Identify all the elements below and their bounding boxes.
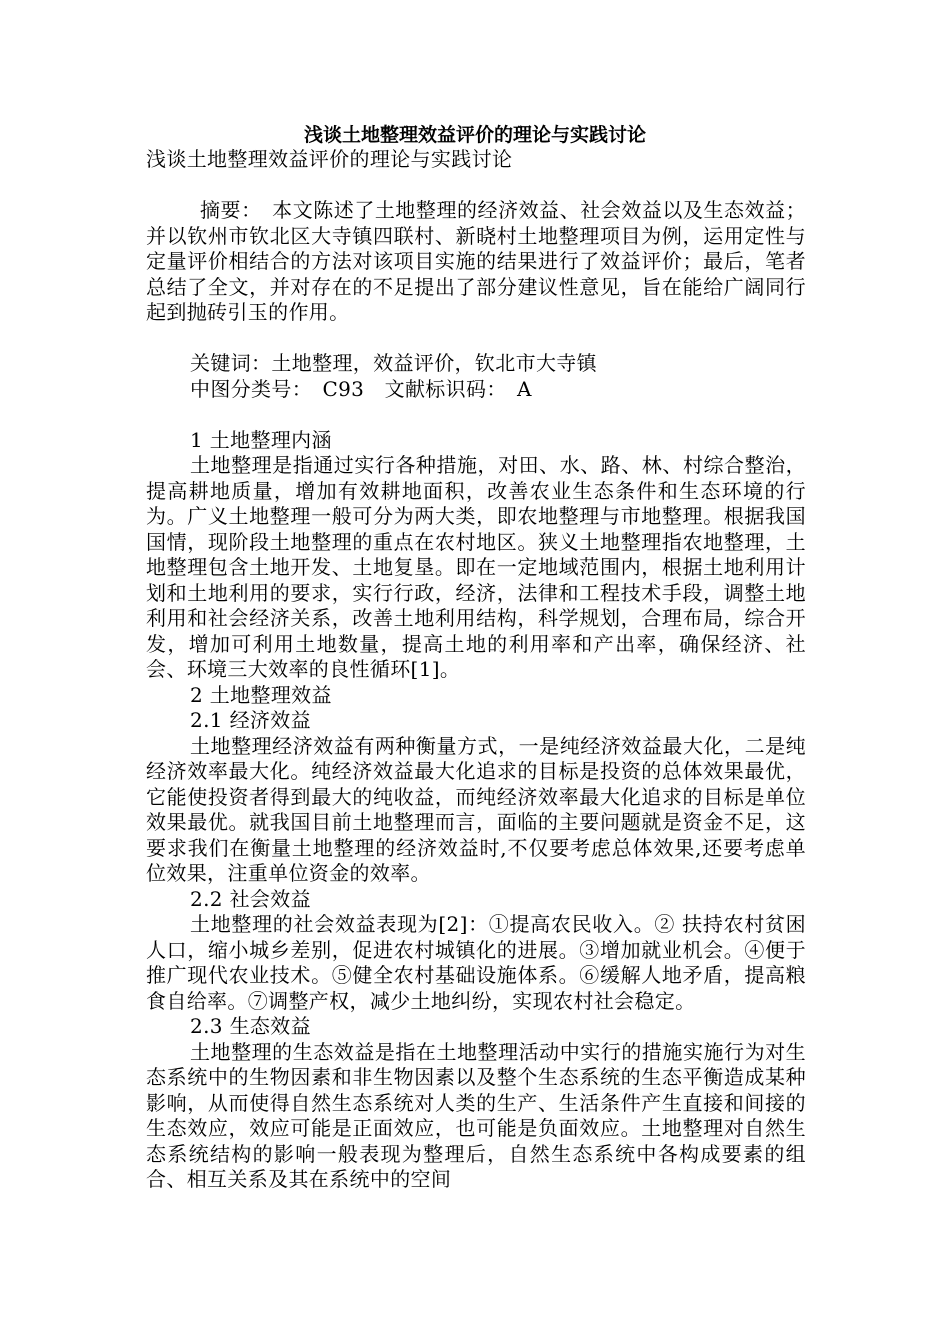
spacer (146, 326, 806, 352)
document-subtitle: 浅谈土地整理效益评价的理论与实践讨论 (146, 147, 513, 171)
section-1-heading: 1 土地整理内涵 (190, 427, 332, 452)
section-2-2-paragraph: 土地整理的社会效益表现为[2]：①提高农民收入。② 扶持农村贫困人口，缩小城乡差别，促进农村城镇化的进展。③增加就业机会。④便于推广现代农业技术。⑤健全农村基础设施体系。⑥缓解人地矛盾，提高粮食自给率。⑦调整产权，减少土地纠纷，实现农村社会稳定。 (146, 912, 806, 1013)
document-title: 浅谈土地整理效益评价的理论与实践讨论 (303, 124, 646, 146)
section-2-3-paragraph: 土地整理的生态效益是指在土地整理活动中实行的措施实施行为对生态系统中的生物因素和非生物因素以及整个生态系统的生态平衡造成某种影响，从而使得自然生态系统对人类的生产、生活条件产生直接和间接的生态效应，效应可能是正面效应，也可能是负面效应。土地整理对自然生态系统结构的影响一般表现为整理后，自然生态系统中各构成要素的组合、相互关系及其在系统中的空间 (146, 1039, 806, 1191)
spacer (146, 402, 806, 428)
document-body (146, 147, 806, 1193)
section-2-3-heading: 2.3 生态效益 (190, 1014, 311, 1038)
section-2-2-heading: 2.2 社会效益 (190, 886, 311, 911)
keywords-line: 关键词：土地整理，效益评价，钦北市大寺镇 (190, 351, 597, 375)
section-2-1-paragraph: 土地整理经济效益有两种衡量方式，一是纯经济效益最大化，二是纯经济效率最大化。纯经济效益最大化追求的目标是投资的总体效果最优，它能使投资者得到最大的纯收益，而纯经济效率最大化追求的目标是单位效果最优。就我国目前土地整理而言，面临的主要问题就是资金不足，这要求我们在衡量土地整理的经济效益时,不仅要考虑总体效果,还要考虑单位效果，注重单位资金的效率。 (146, 733, 806, 885)
classification-line: 中图分类号： C93 文献标识码： A (190, 376, 532, 401)
spacer (146, 173, 806, 199)
section-1-paragraph: 土地整理是指通过实行各种措施，对田、水、路、林、村综合整治，提高耕地质量，增加有效耕地面积，改善农业生态条件和生态环境的行为。广义土地整理一般可分为两大类，即农地整理与市地整理。根据我国国情，现阶段土地整理的重点在农村地区。狭义土地整理指农地整理，土地整理包含土地开发、土地复垦。即在一定地域范围内，根据土地利用计划和土地利用的要求，实行行政，经济，法律和工程技术手段，调整土地利用和社会经济关系，改善土地利用结构，科学规划，合理布局，综合开发，增加可利用土地数量，提高土地的利用率和产出率，确保经济、社会、环境三大效率的良性循环[1]。 (146, 453, 806, 681)
section-2-1-heading: 2.1 经济效益 (190, 708, 311, 732)
section-2-heading: 2 土地整理效益 (190, 682, 332, 707)
abstract-paragraph: 摘要： 本文陈述了土地整理的经济效益、社会效益以及生态效益；并以钦州市钦北区大寺镇四联村、新晓村土地整理项目为例，运用定性与定量评价相结合的方法对该项目实施的结果进行了效益评价；最后，笔者总结了全文，并对存在的不足提出了部分建议性意见，旨在能给广阔同行起到抛砖引玉的作用。 (146, 198, 806, 324)
